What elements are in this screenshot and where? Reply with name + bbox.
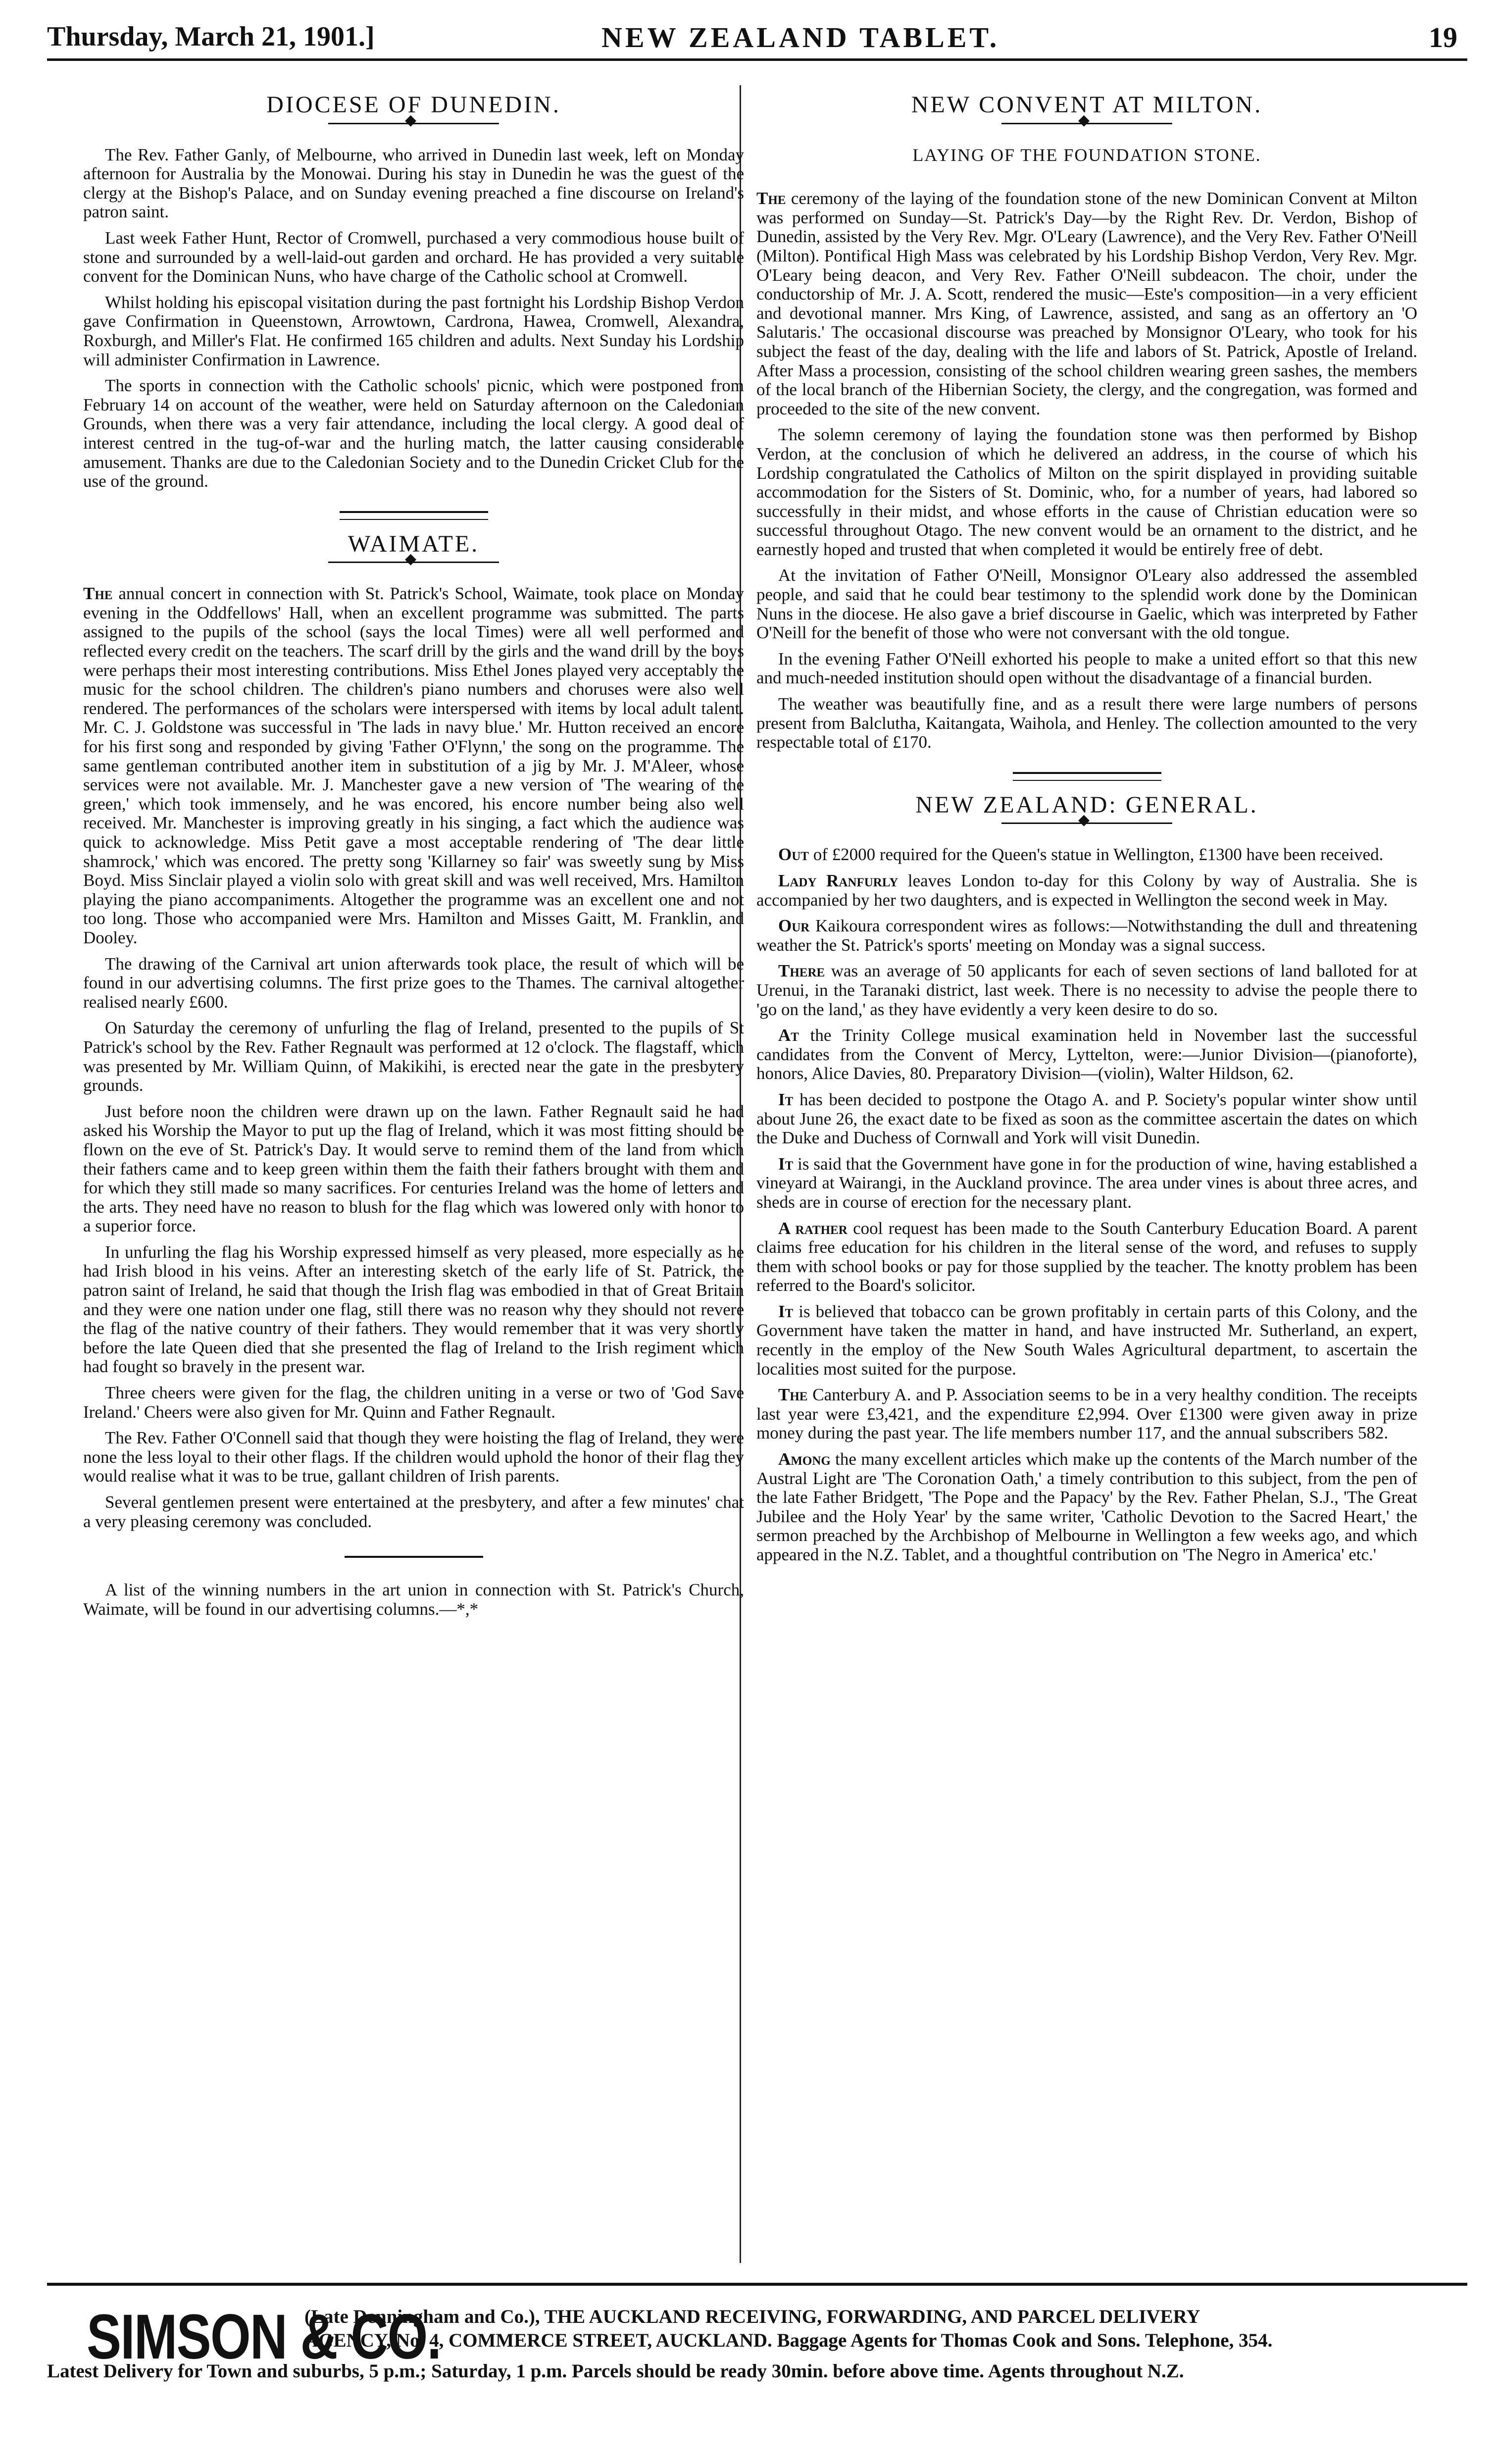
news-item-text: the Trinity College musical examination held in November last the successful candidates from the Convent of Mercy, Lyttelton, were:—Junior Division—(pianoforte), honors, Alice Davies, 80. Preparatory Division—(violin), Walter Hildson, 62.: [756, 1026, 1417, 1083]
section-separator: [345, 1556, 483, 1561]
news-item: [756, 917, 1417, 955]
paragraph: In the evening Father O'Neill exhorted his people to make a united effort so that this new and much-needed institution should open without the disadvantage of a financial burden.: [756, 649, 1417, 688]
news-item: [756, 845, 1417, 865]
paragraph: Several gentlemen present were entertained at the presbytery, and after a few minutes' chat a very pleasing ceremony was concluded.: [83, 1492, 744, 1531]
section-title-general: NEW ZEALAND: GENERAL.: [915, 791, 1258, 818]
news-item-text: the many excellent articles which make up the contents of the March number of the Austral Light are 'The Coronation Oath,' a timely contribution to this subject, from the pen of the late Father Bridgett, 'The Pope and the Papacy' by the Rev. Father Phelan, S.J., 'The Great Jubilee and the Holy Year' by the same writer, 'Catholic Devotion to the Sacred Heart,' the sermon preached by the Archbishop of Melbourne in Wellington a few weeks ago, and which appeared in the N.Z. Tablet, and a thoughtful contribution on 'The Negro in America' etc.': [756, 1449, 1417, 1564]
ornament-divider: [83, 557, 744, 567]
paragraph: The drawing of the Carnival art union afterwards took place, the result of which will be found in our advertising columns. The first prize goes to the Thames. The carnival altogether realised nearly £600.: [83, 954, 744, 1012]
paragraph: [83, 584, 744, 947]
news-item-text: leaves London to-day for this Colony by way of Australia. She is accompanied by her two daughters, and is expected in Wellington the second week in May.: [756, 871, 1417, 910]
news-item-text: Kaikoura correspondent wires as follows:—Notwithstanding the dull and threatening weather the St. Patrick's sports' meeting on Monday was a signal success.: [756, 916, 1417, 955]
lead-word: Out: [778, 845, 809, 865]
section-title-dunedin: DIOCESE OF DUNEDIN.: [266, 92, 561, 118]
news-item: [756, 1219, 1417, 1295]
paragraph: The solemn ceremony of laying the foundation stone was then performed by Bishop Verdon, at the conclusion of which he delivered an address, in the course of which his Lordship congratulated the Catholics of Milton on the spirit displayed in providing suitable accommodation for the Sisters of St. Dominic, who, for a number of years, had labored so successfully in their midst, and whose efforts in the cause of Christian education were so successful throughout Otago. The new convent would be an ornament to the district, and he earnestly hoped and trusted that when completed it would be entirely free of debt.: [756, 425, 1417, 559]
news-item-text: was an average of 50 applicants for each of seven sections of land balloted for at Urenui, in the Taranaki district, last week. There is no necessity to advise the people there to 'go on the land,' as they have evidently a very keen desire to do so.: [756, 961, 1417, 1019]
lead-word: The: [756, 189, 786, 208]
lead-word: Our: [778, 916, 810, 936]
left-column: [83, 87, 744, 2265]
news-item-text: is said that the Government have gone in for the production of wine, having established a vineyard at Wairangi, in the Auckland province. The area under vines is about three acres, and sheds are in course of erection for the necessary plant.: [756, 1154, 1417, 1212]
ornament-divider: [756, 818, 1417, 828]
news-item-text: has been decided to postpone the Otago A. and P. Society's popular winter show until about June 26, the exact date to be fixed as soon as the committee ascertain the dates on which the Duke and Duchess of Cornwall and York will visit Dunedin.: [756, 1089, 1417, 1148]
ornament-divider: [83, 118, 744, 129]
paragraph: Whilst holding his episcopal visitation during the past fortnight his Lordship Bishop Verdon gave Confirmation in Queenstown, Arrowtown, Cardrona, Hawea, Cromwell, Alexandra, Roxburgh, and Miller's Flat. He confirmed 165 children and adults. Next Sunday his Lordship will administer Confirmation in Lawrence.: [83, 292, 744, 369]
news-item-text: of £2000 required for the Queen's statue in Wellington, £1300 have been received.: [813, 845, 1384, 865]
section-title-milton: NEW CONVENT AT MILTON.: [911, 92, 1263, 118]
news-item-text: cool request has been made to the South Canterbury Education Board. A parent claims free education for his children in the literal sense of the word, and refuses to supply them with school books or pay for those supplied by the teacher. The knotty problem has been referred to the Board's solicitor.: [756, 1218, 1417, 1295]
section-separator: [340, 511, 488, 520]
paragraph: In unfurling the flag his Worship expressed himself as very pleased, more especially as he had Irish blood in his veins. After an interesting sketch of the early life of St. Patrick, the patron saint of Ireland, he said that though the Irish flag was embodied in that of Great Britain and they were one nation under one flag, still there was no reason why they should not revere the flag of the native country of their fathers. They would remember that it was very shortly before the late Queen died that she presented the flag of Ireland to the Irish regiment which had fought so bravely in the present war.: [83, 1242, 744, 1377]
news-item: [756, 1090, 1417, 1148]
advertisement-line: AGENCY, No. 4, COMMERCE STREET, AUCKLAND. Baggage Agents for Thomas Cook and Sons. Telephone, 354.: [304, 2330, 1273, 2351]
lead-word: There: [778, 961, 825, 981]
paragraph-text: ceremony of the laying of the foundation stone of the new Dominican Convent at Milton was performed on Sunday—St. Patrick's Day—by the Right Rev. Dr. Verdon, Bishop of Dunedin, assisted by the Very Rev. Mgr. O'Leary (Lawrence), and the Very Rev. Father O'Neill (Milton). Pontifical High Mass was celebrated by his Lordship Bishop Verdon, Very Rev. Mgr. O'Leary being deacon, and Very Rev. Father O'Neill subdeacon. The choir, under the conductorship of Mr. J. A. Scott, rendered the music—Este's composition—in a very efficient and devotional manner. Mrs King, of Lawrence, assisted, and sang as an offertory an 'O Salutaris.' The occasional discourse was preached by Monsignor O'Leary, who took for his subject the feast of the day, dealing with the life and labors of St. Patrick, Apostle of Ireland. After Mass a procession, consisting of the school children wearing green sashes, the members of the local branch of the Hibernian Society, the clergy, and the congregation, was formed and proceeded to the site of the new convent.: [756, 189, 1417, 418]
news-item: [756, 1450, 1417, 1565]
page-number: 19: [1429, 21, 1457, 53]
paragraph: At the invitation of Father O'Neill, Monsignor O'Leary also addressed the assembled people, and said that he could bear testimony to the splendid work done by the Dominican Nuns in the diocese. He also gave a brief discourse in Gaelic, which was interpreted by Father O'Neill for the benefit of those who were not conversant with the old tongue.: [756, 565, 1417, 643]
news-item: [756, 1386, 1417, 1443]
news-item-text: Canterbury A. and P. Association seems to be in a very healthy condition. The receipts last year were £3,421, and the expenditure £2,994. Over £1300 were given away in prize money during the past year. The life members number 117, and the annual subscribers 582.: [756, 1385, 1417, 1443]
paragraph: Last week Father Hunt, Rector of Cromwell, purchased a very commodious house built of stone and surrounded by a well-laid-out garden and orchard. He has provided a very suitable convent for the Dominican Nuns, who have charge of the Catholic school at Cromwell.: [83, 228, 744, 286]
paragraph: [756, 189, 1417, 418]
paragraph: The Rev. Father Ganly, of Melbourne, who arrived in Dunedin last week, left on Monday afternoon for Australia by the Monowai. During his stay in Dunedin he was the guest of the clergy at the Bishop's Palace, and on Sunday evening preached a fine discourse on Ireland's patron saint.: [83, 145, 744, 222]
paragraph: Just before noon the children were drawn up on the lawn. Father Regnault said he had asked his Worship the Mayor to put up the flag of Ireland, which it was most fitting should be flown on the eve of St. Patrick's Day. It would serve to remind them of the land from which their fathers came and to keep green within them the faith their fathers brought with them and for which they still made so many sacrifices. For centuries Ireland was the home of letters and the arts. They need have no reason to blush for the flag which was lowered only with honor to a superior force.: [83, 1101, 744, 1236]
advertisement-footer: [47, 2283, 1467, 2434]
lead-word: It: [778, 1089, 794, 1109]
advertisement-line: Latest Delivery for Town and suburbs, 5 p.m.; Saturday, 1 p.m. Parcels should be ready 30min. before above time. Agents throughout N.Z.: [47, 2361, 1184, 2382]
paragraph: Three cheers were given for the flag, the children uniting in a verse or two of 'God Save Ireland.' Cheers were also given for Mr. Quinn and Father Regnault.: [83, 1383, 744, 1422]
advertisement-line: (Late Denningham and Co.), THE AUCKLAND RECEIVING, FORWARDING, AND PARCEL DELIVERY: [304, 2306, 1200, 2327]
lead-word: The: [778, 1385, 808, 1405]
lead-word: It: [778, 1154, 794, 1174]
lead-word: The: [83, 584, 113, 604]
news-item: [756, 962, 1417, 1019]
paragraph: The sports in connection with the Catholic schools' picnic, which were postponed from February 14 on account of the weather, were held on Saturday afternoon on the Caledonian Grounds, when there was a very fair attendance, including the local clergy. A good deal of interest centred in the tug-of-war and the hurling match, the latter causing considerable amusement. Thanks are due to the Caledonian Society and to the Dunedin Cricket Club for the use of the ground.: [83, 376, 744, 491]
lead-word: At: [778, 1026, 799, 1045]
art-union-note: A list of the winning numbers in the art union in connection with St. Patrick's Church, Waimate, will be found in our advertising columns.—*,*: [83, 1580, 744, 1619]
ornament-divider: [756, 118, 1417, 129]
lead-word: A rather: [778, 1218, 848, 1238]
lead-word: It: [778, 1301, 794, 1321]
section-subtitle: LAYING OF THE FOUNDATION STONE.: [912, 145, 1261, 165]
section-separator: [1013, 772, 1161, 781]
paragraph: The Rev. Father O'Connell said that though they were hoisting the flag of Ireland, they were none the less loyal to their other flags. If the children would uphold the honor of their flag they would realise what it was to be true, gallant children of Irish parents.: [83, 1428, 744, 1486]
news-item-text: is believed that tobacco can be grown profitably in certain parts of this Colony, and the Government have taken the matter in hand, and have instructed Mr. Sutherland, an expert, recently in the employ of the New South Wales Agricultural department, to ascertain the localities most suited for the purpose.: [756, 1301, 1417, 1379]
paragraph: The weather was beautifully fine, and as a result there were large numbers of persons present from Balclutha, Kaitangata, Waihola, and Henley. The collection amounted to the very respectable total of £170.: [756, 694, 1417, 752]
running-header: [47, 10, 1467, 61]
section-title-waimate: WAIMATE.: [348, 530, 480, 557]
right-column: [756, 87, 1417, 2265]
lead-word: Lady Ranfurly: [778, 871, 898, 890]
news-item: [756, 1026, 1417, 1083]
lead-word: Among: [778, 1449, 831, 1469]
advertiser-brand: SIMSON & CO.: [87, 2302, 441, 2372]
masthead-title: NEW ZEALAND TABLET.: [601, 21, 1000, 53]
news-item: [756, 1155, 1417, 1212]
news-item: [756, 872, 1417, 910]
paragraph-text: annual concert in connection with St. Patrick's School, Waimate, took place on Monday evening in the Oddfellows' Hall, when an excellent programme was submitted. The parts assigned to the pupils of the school (says the local Times) were all well performed and reflected every credit on the teachers. The scarf drill by the girls and the wand drill by the boys were perhaps their most interesting contributions. Miss Ethel Jones played very acceptably the music for the school children. The children's piano numbers and choruses were also well rendered. The performances of the scholars were interspersed with items by local adult talent. Mr. C. J. Goldstone was successful in 'The lads in navy blue.' Mr. Hutton received an encore for his first song and responded by giving 'Father O'Flynn,' the song on the programme. The same gentleman contributed another item in substitution of a jig by Mr. J. M'Aleer, whose services were not available. Mr. J. Manchester gave a new version of 'The wearing of the green,' which took immensely, and he was encored, his encore number being also well received. Mr. Manchester is improving greatly in his singing, a fact which the audience was quick to acknowledge. Miss Petit gave a most acceptable rendering of 'The dear little shamrock,' which was encored. The pretty song 'Killarney so fair' was sweetly sung by Miss Boyd. Miss Sinclair played a violin solo with great skill and was well received, Mrs. Hamilton playing the piano accompaniments. Altogether the programme was an excellent one and not too long. Those who accompanied were Mrs. Hamilton and Misses Gaitt, M. Franklin, and Dooley.: [83, 584, 744, 947]
news-item: [756, 1302, 1417, 1379]
paragraph: On Saturday the ceremony of unfurling the flag of Ireland, presented to the pupils of St Patrick's school by the Rev. Father Regnault was performed at 12 o'clock. The flagstaff, which was presented by Mr. William Quinn, of Makikihi, is erected near the gate in the presbytery grounds.: [83, 1018, 744, 1095]
issue-date: Thursday, March 21, 1901.]: [47, 21, 375, 52]
